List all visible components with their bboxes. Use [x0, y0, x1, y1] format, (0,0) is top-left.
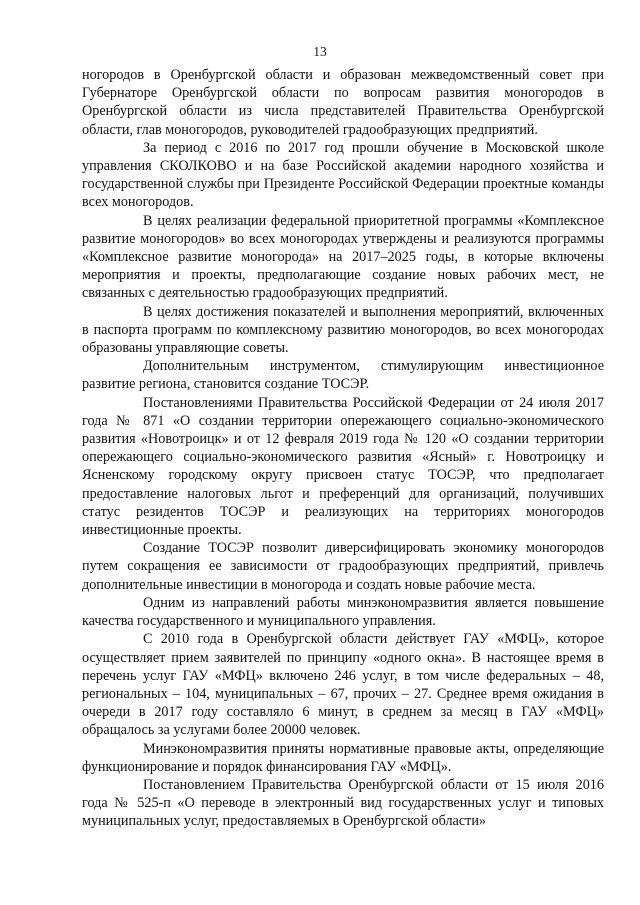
page-number: 13 [313, 44, 327, 59]
paragraph-3: В целях реализации федеральной приоритетной программы «Комплексное развитие моногородов» во всех моногородах утверждены и реализуются программы «Комплексное развитие моногорода» на 2017–2025 годы, в которые включены мероприятия и проекты, предполагающие создание новых рабочих мест, не связанных с деятельностью градообразующих предприятий. [82, 212, 604, 302]
paragraph-5: Дополнительным инструментом, стимулирующим инвестиционное развитие региона, становится создание ТОСЭР. [82, 358, 604, 393]
paragraph-9: С 2010 года в Оренбургской области действует ГАУ «МФЦ», которое осуществляет прием заявителей по принципу «одного окна». В настоящее время в перечень услуг ГАУ «МФЦ» включено 246 услуг, в том числе федеральных – 48, региональных – 104, муниципальных – 67, прочих – 27. Среднее время ожидания в очереди в 2017 году составляло 6 минут, в среднем за месяц в ГАУ «МФЦ» обращалось за услугами более 20000 человек. [82, 631, 604, 739]
body-text [82, 66, 604, 831]
paragraph-11: Постановлением Правительства Оренбургской области от 15 июля 2016 года № 525-п «О переводе в электронный вид государственных услуг и типовых муниципальных услуг, предоставляемых в Оренбургской области» [82, 776, 604, 830]
paragraph-2: За период с 2016 по 2017 год прошли обучение в Московской школе управления СКОЛКОВО и на базе Российской академии народного хозяйства и государственной службы при Президенте Российской Федерации проектные команды всех моногородов. [82, 139, 604, 211]
paragraph-10: Минэкономразвития приняты нормативные правовые акты, определяющие функционирование и порядок финансирования ГАУ «МФЦ». [82, 740, 604, 775]
paragraph-8: Одним из направлений работы минэкономразвития является повышение качества государственного и муниципального управления. [82, 594, 604, 630]
paragraph-4: В целях достижения показателей и выполнения мероприятий, включенных в паспорта программ по комплексному развитию моногородов, во всех моногородах образованы управляющие советы. [82, 303, 604, 357]
paragraph-1: ногородов в Оренбургской области и образован межведомственный совет при Губернаторе Оренбургской области по вопросам развития моногородов в Оренбургской области из числа представителей Правительства Оренбургской области, глав моногородов, руководителей градообразующих предприятий. [82, 67, 604, 138]
paragraph-7: Создание ТОСЭР позволит диверсифицировать экономику моногородов путем сокращения ее зависимости от градообразующих предприятий, привлечь дополнительные инвестиции в моногорода и создать новые рабочие места. [82, 540, 604, 593]
paragraph-6: Постановлениями Правительства Российской Федерации от 24 июля 2017 года № 871 «О создании территории опережающего социально-экономического развития «Новотроицк» и от 12 февраля 2019 года № 120 «О создании территории опережающего социально-экономического развития «Ясный» г. Новотроицку и Ясненскому городскому округу присвоен статус ТОСЭР, что предполагает предоставление налоговых льгот и преференций для организаций, получивших статус резидентов ТОСЭР и реализующих на территориях моногородов инвестиционные проекты. [82, 394, 604, 539]
